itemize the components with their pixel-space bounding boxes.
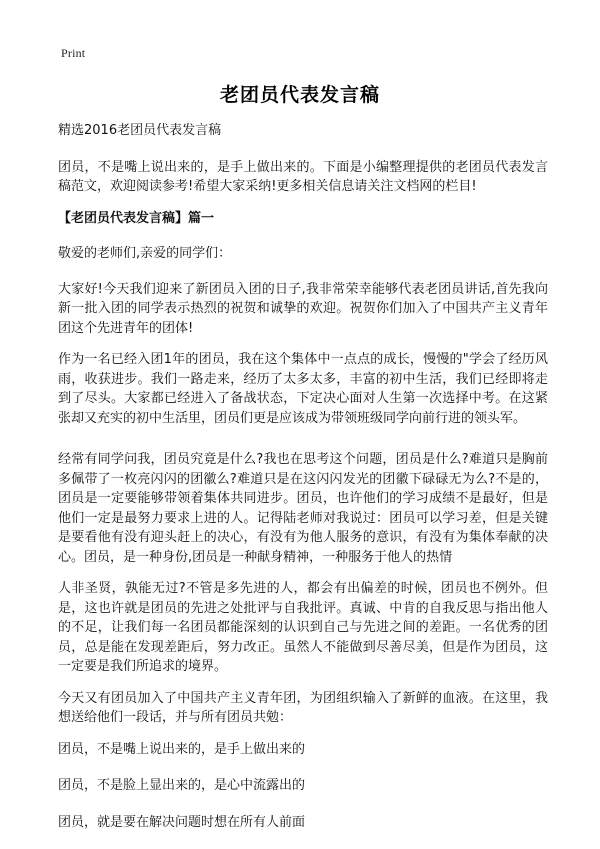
section-heading: 【老团员代表发言稿】篇一 (58, 210, 215, 226)
print-link[interactable]: Print (61, 46, 86, 60)
intro-paragraph: 团员，不是嘴上说出来的，是手上做出来的。下面是小编整理提供的老团员代表发言稿范文，欢迎阅读参考!希望大家采纳!更多相关信息请关注文档网的栏目! (58, 159, 548, 194)
body-paragraph-2: 作为一名已经入团1年的团员，我在这个集体中一点点的成长，慢慢的"学会了经历风雨，收获进步。我们一路走来，经历了太多太多，丰富的初中生活，我们已经即将走到了尽头。大家都已经进入了备战状态，下定决心面对人生第一次选择中考。在这紧张却又充实的初中生活里，团员们更是应该成为带领班级同学向前行进的领头军。 (58, 352, 548, 426)
body-paragraph-4: 人非圣贤，孰能无过?不管是多先进的人，都会有出偏差的时候，团员也不例外。但是，这也许就是团员的先进之处批评与自我批评。真诚、中肯的自我反思与指出他人的不足，让我们每一名团员都能深刻的认识到自己与先进之间的差距。一名优秀的团员，总是能在发现差距后，努力改正。虽然人不能做到尽善尽美，但是作为团员，这一定要是我们所追求的境界。 (58, 581, 548, 674)
page-title: 老团员代表发言稿 (219, 84, 380, 106)
body-paragraph-1: 大家好!今天我们迎来了新团员入团的日子,我非常荣幸能够代表老团员讲话,首先我向新一批入团的同学表示热烈的祝贺和诚挚的欢迎。祝贺你们加入了中国共产主义青年团这个先进青年的团体! (58, 281, 548, 336)
body-paragraph-3: 经常有同学问我，团员究竟是什么?我也在思考这个问题，团员是什么?难道只是胸前多佩带了一枚亮闪闪的团徽么?难道只是在这闪闪发光的团徽下碌碌无为么?不是的，团员是一定要能够带领着集体共同进步。团员，也许他们的学习成绩不是最好，但是他们一定是最努力要求上进的人。记得陆老师对我说过：团员可以学习差，但是关键是要看他有没有迎头赶上的决心，有没有为他人服务的意识，有没有为集体奉献的决心。团员，是一种身份,团员是一种献身精神，一种服务于他人的热情 (58, 452, 548, 565)
body-paragraph-5: 今天又有团员加入了中国共产主义青年团，为团组织输入了新鲜的血液。在这里，我想送给他们一段话，并与所有团员共勉： (58, 690, 548, 725)
closing-line-2: 团员，不是脸上显出来的，是心中流露出的 (58, 778, 306, 793)
greeting: 敬爱的老师们,亲爱的同学们： (58, 246, 232, 261)
document-body (58, 121, 548, 849)
closing-line-1: 团员，不是嘴上说出来的，是手上做出来的 (58, 741, 306, 757)
closing-line-3: 团员，就是要在解决问题时想在所有人前面 (58, 814, 306, 830)
document-subtitle: 精选2016老团员代表发言稿 (58, 123, 222, 138)
